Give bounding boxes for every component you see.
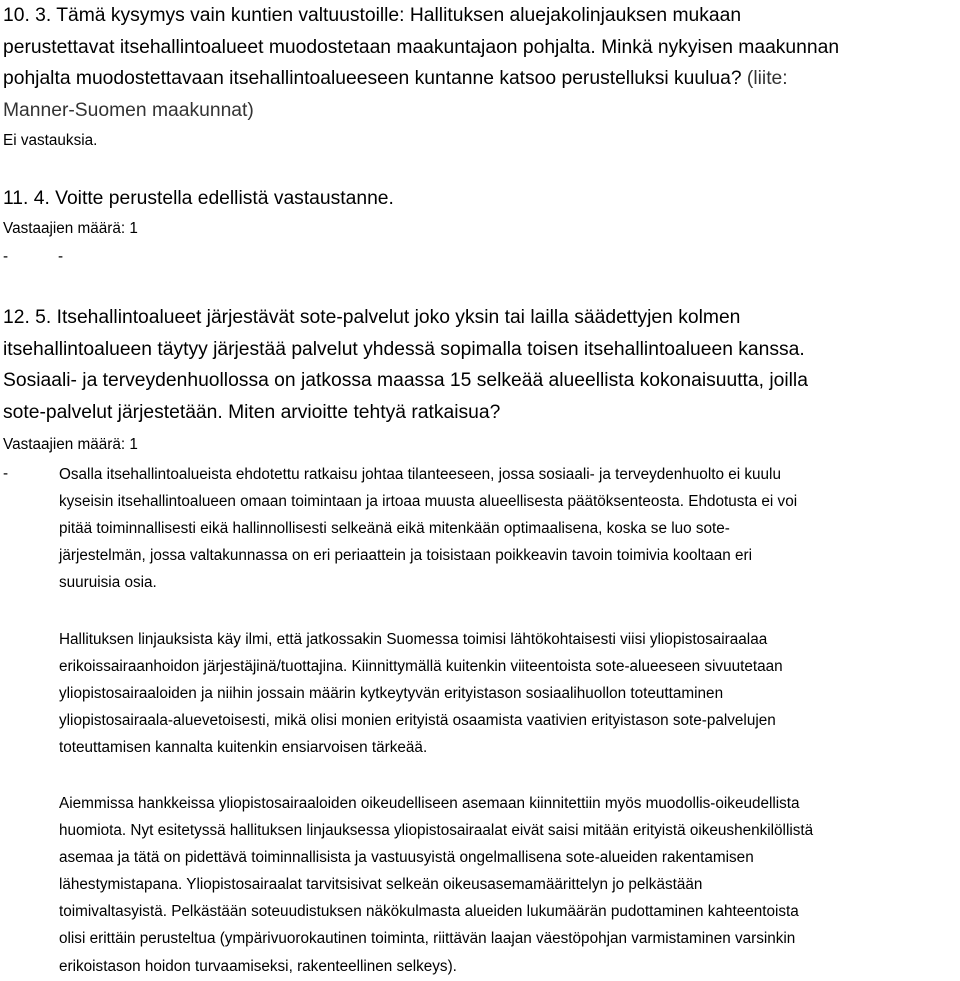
question-10-line: 10. 3. Tämä kysymys vain kuntien valtuustoille: Hallituksen aluejakolinjauksen mukaan [3, 5, 742, 26]
answer-paragraph-2 [59, 626, 783, 761]
question-11-respondents: Vastaajien määrä: 1 [3, 220, 138, 237]
answer-line: asemaa ja tätä on pidettävä toiminnallisista ja vastuusyistä ongelmallisena sote-alueiden rakentamisen [59, 849, 754, 867]
answer-paragraph-3 [59, 790, 813, 980]
question-12-line: itsehallintoalueen täytyy järjestää palvelut yhdessä sopimalla toisen itsehallintoalueen kanssa. [3, 338, 805, 360]
question-10-hint: (liite: [746, 68, 788, 90]
question-12-answer-dash: - [3, 465, 9, 482]
question-10-hint-continued: Manner-Suomen maakunnat) [3, 99, 254, 121]
answer-line: yliopistosairaaloiden ja niihin jossain määrin kytkeytyvän erityistason sosiaalihuollon toteuttaminen [59, 685, 724, 703]
question-11-dash: - [3, 248, 9, 265]
answer-line: toteuttamisen kannalta kuitenkin ensiarvoisen tärkeää. [59, 739, 428, 757]
question-11-answer: - [58, 248, 64, 265]
answer-line: Osalla itsehallintoalueista ehdotettu ratkaisu johtaa tilanteeseen, jossa sosiaali- ja terveydenhuolto ei kuulu [59, 466, 781, 483]
answer-line: kyseisin itsehallintoalueen omaan toimintaan ja irtoaa muusta alueellisesta päätöksenteosta. Ehdotusta ei voi [59, 493, 798, 511]
question-11-title: 11. 4. Voitte perustella edellistä vastaustanne. [3, 188, 394, 209]
answer-paragraph-1 [59, 461, 797, 596]
question-10-line [3, 63, 839, 95]
answer-line: pitää toiminnallisesti eikä hallinnollisesti selkeänä eikä mitenkään optimaalisena, koska se luo sote- [59, 520, 730, 538]
no-answers-text: Ei vastauksia. [3, 132, 98, 149]
answer-line: yliopistosairaala-aluevetoisesti, mikä olisi monien erityistä osaamista vaativien erityistason sote-palvelujen [59, 712, 776, 730]
question-10 [3, 0, 839, 126]
answer-line: erikoissairaanhoidon järjestäjinä/tuottajina. Kiinnittymällä kuitenkin viiteentoista sote-alueeseen sivuutetaan [59, 658, 783, 676]
question-10-line: perustettavat itsehallintoalueet muodostetaan maakuntajaon pohjalta. Minkä nykyisen maakunnan [3, 36, 840, 58]
answer-line: olisi erittäin perusteltua (ympärivuorokautinen toiminta, riittävän laajan väestöpohjan varmistaminen varsinkin [59, 930, 796, 948]
question-12 [3, 302, 808, 428]
answer-line: Hallituksen linjauksista käy ilmi, että jatkossakin Suomessa toimisi lähtökohtaisesti viisi yliopistosairaalaa [59, 631, 768, 648]
question-12-respondents: Vastaajien määrä: 1 [3, 436, 138, 453]
question-12-line: 12. 5. Itsehallintoalueet järjestävät sote-palvelut joko yksin tai lailla säädettyjen kolmen [3, 307, 741, 328]
question-12-line: Sosiaali- ja terveydenhuollossa on jatkossa maassa 15 selkeää alueellista kokonaisuutta, joilla [3, 370, 808, 392]
answer-line: huomiota. Nyt esitetyssä hallituksen linjauksessa yliopistosairaalat eivät saisi mitään erityistä oikeushenkilöllistä [59, 822, 814, 840]
question-12-line: sote-palvelut järjestetään. Miten arvioitte tehtyä ratkaisua? [3, 401, 501, 423]
question-10-text: pohjalta muodostettavaan itsehallintoalueeseen kuntanne katsoo perustelluksi kuulua? [3, 68, 742, 90]
answer-line: lähestymistapana. Yliopistosairaalat tarvitsisivat selkeän oikeusasemamäärittelyn jo pelkästään [59, 876, 703, 894]
answer-line: erikoistason hoidon turvaamiseksi, rakenteellinen selkeys). [59, 957, 457, 975]
answer-line: järjestelmän, jossa valtakunnassa on eri periaattein ja toisistaan poikkeavin tavoin toimivia kooltaan eri [59, 547, 752, 565]
answer-line: toimivaltasyistä. Pelkästään soteuudistuksen näkökulmasta alueiden lukumäärän pudottaminen kahteentoista [59, 903, 799, 921]
answer-line: Aiemmissa hankkeissa yliopistosairaaloiden oikeudelliseen asemaan kiinnitettiin myös muodollis-oikeudellista [59, 795, 800, 812]
answer-line: suuruisia osia. [59, 574, 157, 592]
